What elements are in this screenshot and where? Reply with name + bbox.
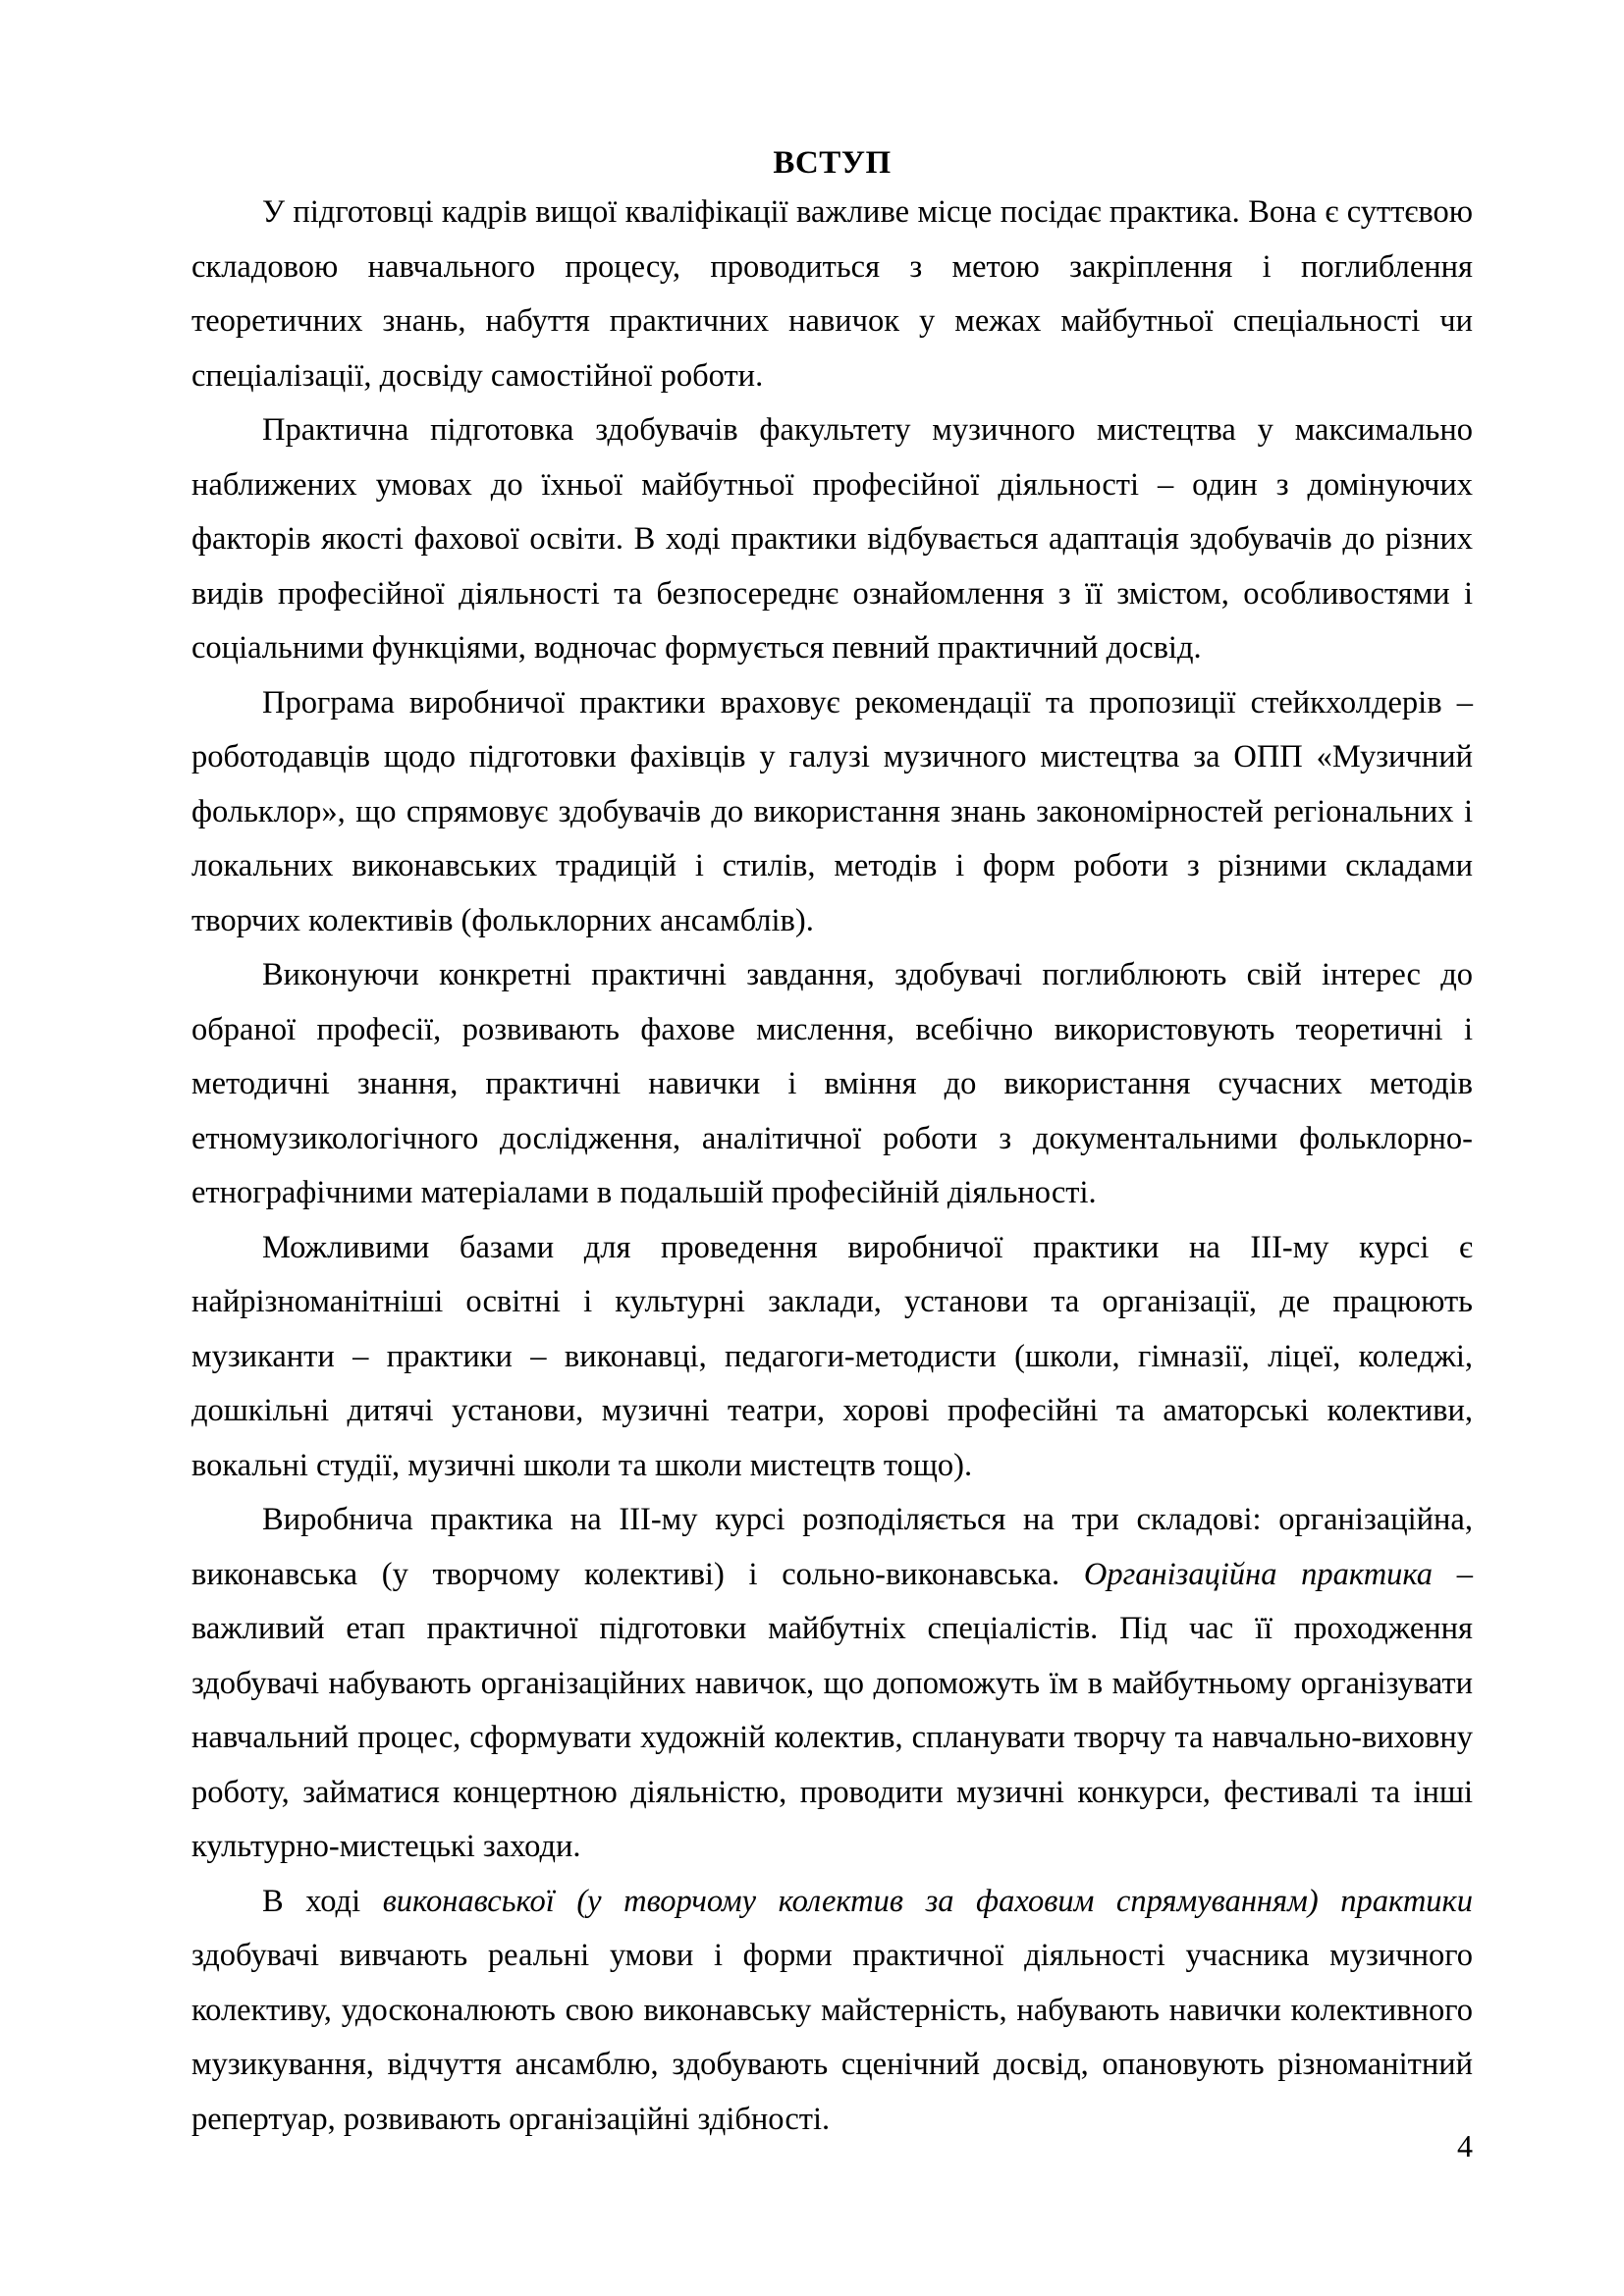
paragraph	[191, 1493, 1473, 1875]
emphasis-text: Організаційна практика	[1083, 1556, 1434, 1592]
emphasis-text: виконавської (у творчому колектив за фаховим спрямуванням) практики	[382, 1883, 1473, 1919]
paragraph-text: Виробнича практика на ІІІ-му курсі розподіляється на три складові: організаційна, виконавська (у творчому колективі) і сольно-виконавська.	[191, 1502, 1473, 1592]
paragraph-text: Програма виробничої практики враховує рекомендації та пропозиції стейкхолдерів – роботодавців щодо підготовки фахівців у галузі музичного мистецтва за ОПП «Музичний фольклор», що спрямовує здобувачів до використання знань закономірностей регіональних і локальних виконавських традицій і стилів, методів і форм роботи з різними складами творчих колективів (фольклорних ансамблів).	[191, 684, 1473, 938]
paragraph-text: Практична підготовка здобувачів факультету музичного мистецтва у максимально наближених умовах до їхньої майбутньої професійної діяльності – один з домінуючих факторів якості фахової освіти. В ході практики відбувається адаптація здобувачів до різних видів професійної діяльності та безпосереднє ознайомлення з її змістом, особливостями і соціальними функціями, водночас формується певний практичний досвід.	[191, 412, 1473, 666]
paragraph	[191, 948, 1473, 1221]
paragraph-text: – важливий етап практичної підготовки майбутніх спеціалістів. Під час її проходження здобувачі набувають організаційних навичок, що допоможуть їм в майбутньому організувати навчальний процес, сформувати художній колектив, спланувати творчу та навчально-виховну роботу, займатися концертною діяльністю, проводити музичні конкурси, фестивалі та інші культурно-мистецькі заходи.	[191, 1556, 1474, 1864]
page-number: 4	[1457, 2128, 1473, 2163]
paragraph	[191, 1221, 1473, 1494]
body-text	[191, 186, 1473, 2147]
page-title: ВСТУП	[773, 145, 892, 181]
paragraph-text: У підготовці кадрів вищої кваліфікації важливе місце посідає практика. Вона є суттєвою складовою навчального процесу, проводиться з метою закріплення і поглиблення теоретичних знань, набуття практичних навичок у межах майбутньої спеціальності чи спеціалізації, досвіду самостійної роботи.	[191, 194, 1473, 394]
paragraph-text: В ході	[262, 1883, 383, 1919]
paragraph-text: Можливими базами для проведення виробничої практики на ІІІ-му курсі є найрізноманітніші освітні і культурні заклади, установи та організації, де працюють музиканти – практики – виконавці, педагоги-методисти (школи, гімназії, ліцеї, коледжі, дошкільні дитячі установи, музичні театри, хорові професійні та аматорські колективи, вокальні студії, музичні школи та школи мистецтв тощо).	[191, 1229, 1473, 1483]
paragraph	[191, 403, 1473, 676]
paragraph	[191, 186, 1473, 403]
page-content	[191, 147, 1473, 2147]
paragraph	[191, 1875, 1473, 2148]
paragraph-text: Виконуючи конкретні практичні завдання, здобувачі поглиблюють свій інтерес до обраної професії, розвивають фахове мислення, всебічно використовують теоретичні і методичні знання, практичні навички і вміння до використання сучасних методів етномузикологічного дослідження, аналітичної роботи з документальними фольклорно-етнографічними матеріалами в подальшій професійній діяльності.	[191, 957, 1473, 1210]
paragraph-text: здобувачі вивчають реальні умови і форми практичної діяльності учасника музичного колективу, удосконалюють свою виконавську майстерність, набувають навички колективного музикування, відчуття ансамблю, здобувають сценічний досвід, опановують різноманітний репертуар, розвивають організаційні здібності.	[191, 1938, 1473, 2137]
paragraph	[191, 676, 1473, 949]
